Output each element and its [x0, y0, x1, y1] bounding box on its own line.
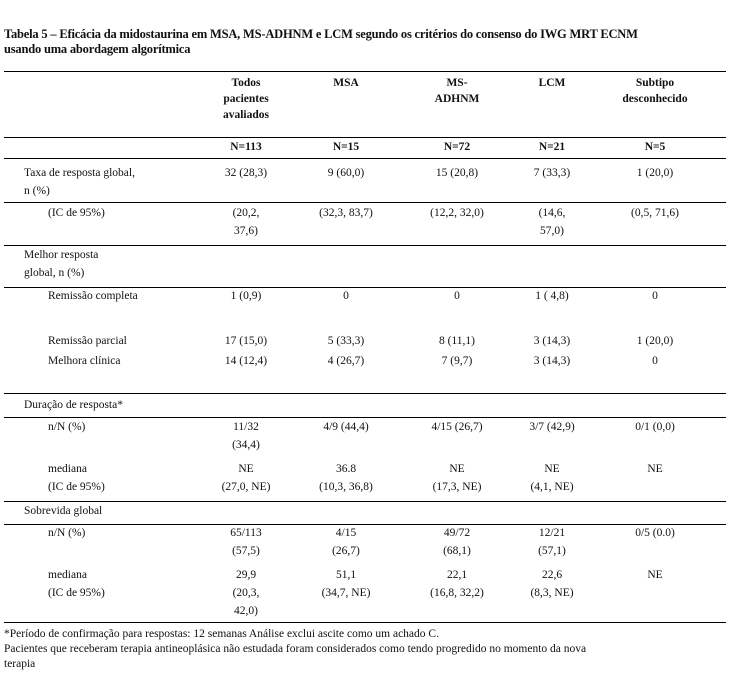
- table-cell: (20,2,: [232, 207, 260, 219]
- table-cell: (4,1, NE): [530, 481, 574, 493]
- table-cell: 3 (14,3): [533, 355, 571, 367]
- table-cell: (27,0, NE): [221, 481, 271, 493]
- table-cell: 0: [652, 290, 658, 302]
- table-rule: [4, 71, 726, 72]
- row-label: Duração de resposta*: [24, 399, 123, 411]
- table-cell: (16,8, 32,2): [430, 587, 484, 599]
- row-label: Melhor resposta: [24, 249, 99, 261]
- table-cell: 42,0): [234, 605, 258, 617]
- table-rule: [4, 393, 726, 394]
- row-label: global, n (%): [24, 267, 85, 279]
- table-cell: NE: [647, 463, 663, 475]
- table-cell: 0: [652, 355, 658, 367]
- table-cell: (57,1): [538, 545, 566, 557]
- row-label: n (%): [24, 185, 50, 197]
- table-cell: 36.8: [335, 463, 357, 475]
- table-cell: (14,6,: [538, 207, 566, 219]
- row-label: Remissão completa: [48, 290, 138, 302]
- column-header: ADHNM: [434, 93, 480, 105]
- table-caption: [4, 27, 724, 57]
- table-cell: (32,3, 83,7): [319, 207, 373, 219]
- table-cell: (12,2, 32,0): [430, 207, 484, 219]
- column-header: desconhecido: [622, 93, 688, 105]
- footnote-2: Pacientes que receberam terapia antineoplásica não estudada foram considerados como tendo progredido no momento da nova: [4, 643, 587, 655]
- table-cell: 65/113: [230, 527, 262, 539]
- caption-line-2: usando uma abordagem algorítmica: [4, 42, 191, 56]
- table-cell: (20,3,: [232, 587, 260, 599]
- table-cell: (0,5, 71,6): [631, 207, 679, 219]
- row-label: Melhora clínica: [48, 355, 121, 367]
- table-cell: 0: [343, 290, 349, 302]
- table-cell: 22,6: [541, 569, 563, 581]
- table-cell: 17 (15,0): [224, 335, 268, 347]
- row-label: (IC de 95%): [48, 207, 105, 219]
- table-cell: (68,1): [443, 545, 471, 557]
- table-cell: NE: [647, 569, 663, 581]
- table-cell: 4/9 (44,4): [323, 421, 369, 433]
- table-cell: 7 (9,7): [441, 355, 473, 367]
- table-cell: 3 (14,3): [533, 335, 571, 347]
- column-n: N=72: [443, 141, 471, 153]
- column-header: MSA: [333, 77, 359, 89]
- column-n: N=5: [644, 141, 666, 153]
- footnote-1: *Período de confirmação para respostas: 12 semanas Análise exclui ascite como um achado C.: [4, 628, 439, 640]
- table-cell: 29,9: [235, 569, 257, 581]
- table-cell: 12/21: [538, 527, 566, 539]
- column-header: Subtipo: [635, 77, 675, 89]
- table-cell: 11/32: [233, 421, 259, 433]
- table-cell: 4/15 (26,7): [431, 421, 483, 433]
- column-header: Todos: [231, 77, 261, 89]
- row-label: Taxa de resposta global,: [24, 167, 135, 179]
- table-cell: 57,0): [540, 225, 564, 237]
- table-cell: 51,1: [335, 569, 357, 581]
- table-cell: 0/5 (0.0): [635, 527, 675, 539]
- row-label: n/N (%): [48, 421, 86, 433]
- row-label: mediana: [48, 463, 87, 475]
- table-cell: (10,3, 36,8): [319, 481, 373, 493]
- table-cell: (34,4): [232, 439, 260, 451]
- table-cell: NE: [449, 463, 465, 475]
- column-header: avaliados: [222, 109, 269, 121]
- table-cell: 22,1: [446, 569, 468, 581]
- table-cell: (17,3, NE): [432, 481, 482, 493]
- row-label: (IC de 95%): [48, 481, 105, 493]
- column-header: LCM: [538, 77, 566, 89]
- table-cell: 1 (20,0): [636, 335, 674, 347]
- row-label: (IC de 95%): [48, 587, 105, 599]
- row-label: mediana: [48, 569, 87, 581]
- table-cell: 14 (12,4): [224, 355, 268, 367]
- table-rule: [4, 501, 726, 502]
- table-rule: [4, 622, 726, 623]
- table-cell: 8 (11,1): [439, 335, 475, 347]
- table-cell: 15 (20,8): [435, 167, 479, 179]
- table-cell: (26,7): [332, 545, 360, 557]
- caption-line-1: Tabela 5 – Eficácia da midostaurina em MSA, MS-ADHNM e LCM segundo os critérios do consenso do IWG MRT ECNM: [4, 27, 638, 41]
- table-cell: 37,6): [234, 225, 258, 237]
- column-header: pacientes: [223, 93, 269, 105]
- table-cell: (57,5): [232, 545, 260, 557]
- table-cell: 4 (26,7): [327, 355, 365, 367]
- row-label: Remissão parcial: [48, 335, 127, 347]
- table-cell: 7 (33,3): [533, 167, 571, 179]
- table-cell: 3/7 (42,9): [529, 421, 575, 433]
- table-rule: [4, 245, 726, 246]
- table-cell: 0/1 (0,0): [635, 421, 675, 433]
- table-cell: 9 (60,0): [327, 167, 365, 179]
- column-n: N=21: [538, 141, 566, 153]
- table-cell: NE: [544, 463, 560, 475]
- column-header: MS-: [446, 77, 468, 89]
- table-cell: 1 ( 4,8): [535, 290, 569, 302]
- table-cell: 1 (20,0): [636, 167, 674, 179]
- table-cell: 49/72: [443, 527, 471, 539]
- table-cell: (8,3, NE): [530, 587, 574, 599]
- footnote-3: terapia: [4, 658, 36, 670]
- table-cell: 32 (28,3): [224, 167, 268, 179]
- table-rule: [4, 158, 726, 159]
- table-cell: 1 (0,9): [230, 290, 262, 302]
- table-cell: 4/15: [335, 527, 357, 539]
- row-label: Sobrevida global: [24, 505, 103, 517]
- table-cell: 5 (33,3): [327, 335, 365, 347]
- table-cell: (34,7, NE): [321, 587, 371, 599]
- table-cell: NE: [238, 463, 254, 475]
- column-n: N=15: [332, 141, 360, 153]
- table-cell: 0: [454, 290, 460, 302]
- table-rule: [4, 202, 726, 203]
- column-n: N=113: [230, 141, 262, 153]
- row-label: n/N (%): [48, 527, 86, 539]
